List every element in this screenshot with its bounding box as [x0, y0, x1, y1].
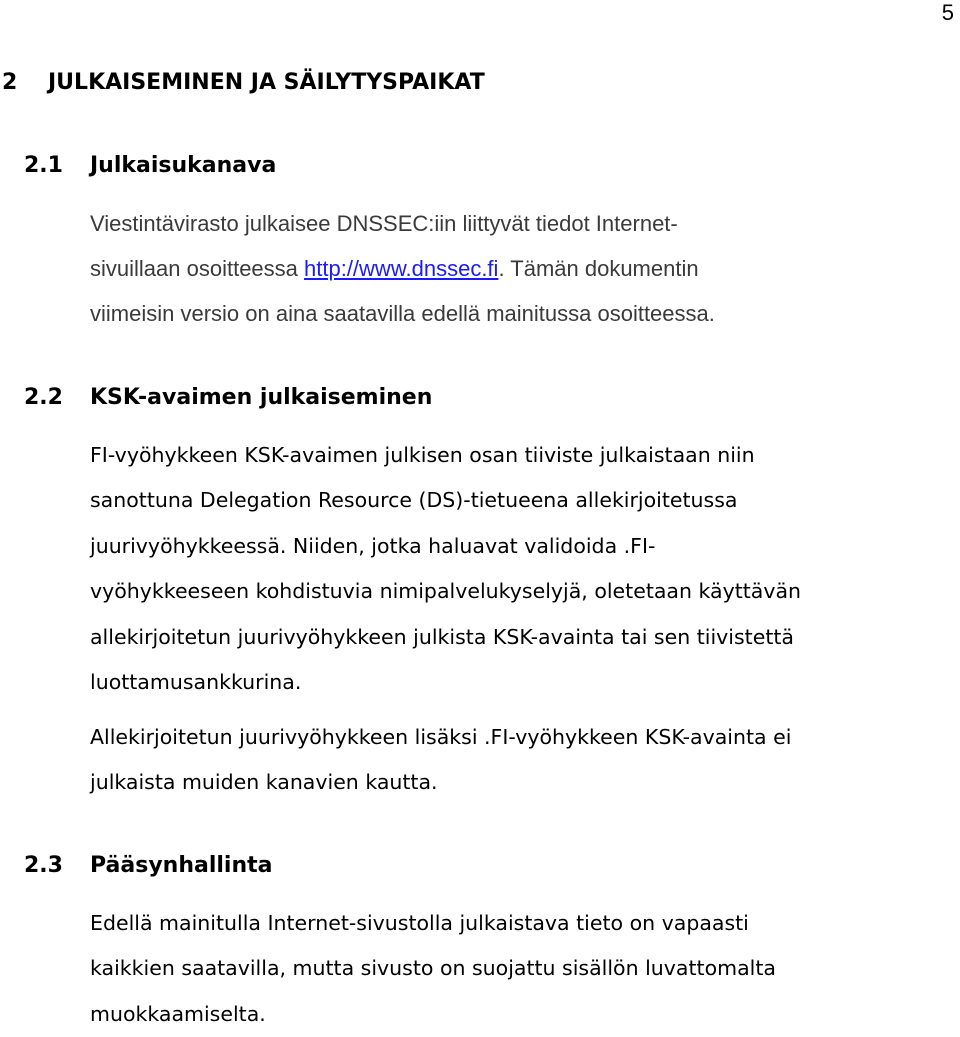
paragraph-line: muokkaamiselta.	[90, 1001, 266, 1026]
paragraph-line: vyöhykkeeseen kohdistuvia nimipalvelukyselyjä, oletetaan käyttävän	[90, 579, 802, 604]
section-title: Julkaisukanava	[90, 153, 277, 178]
section-title: KSK-avaimen julkaiseminen	[90, 385, 433, 410]
section-2-2-paragraph-1	[90, 433, 956, 705]
section-2-1-paragraph	[90, 201, 956, 336]
page-number: 5	[941, 0, 954, 25]
paragraph-line: FI-vyöhykkeen KSK-avaimen julkisen osan tiiviste julkaistaan niin	[90, 443, 755, 467]
paragraph-line: Allekirjoitetun juurivyöhykkeen lisäksi .FI-vyöhykkeen KSK-avainta ei	[90, 725, 792, 749]
section-number: 2.2	[24, 385, 63, 410]
section-2-2-paragraph-2	[90, 715, 956, 806]
section-heading-2-2	[24, 385, 432, 411]
paragraph-line: allekirjoitetun juurivyöhykkeen julkista KSK-avainta tai sen tiivistettä	[90, 624, 794, 649]
paragraph-text: sivuillaan osoitteessa	[90, 256, 305, 281]
section-heading-2-1	[24, 153, 276, 179]
chapter-title: JULKAISEMINEN JA SÄILYTYSPAIKAT	[48, 70, 485, 95]
paragraph-line: luottamusankkurina.	[90, 670, 302, 695]
section-2-3-paragraph	[90, 901, 956, 1037]
paragraph-line: Viestintävirasto julkaisee DNSSEC:iin liittyvät tiedot Internet-	[90, 211, 678, 236]
section-number: 2.3	[24, 853, 63, 878]
section-heading-2-3	[24, 853, 272, 879]
paragraph-text: . Tämän dokumentin	[498, 256, 699, 281]
paragraph-line: Edellä mainitulla Internet-sivustolla julkaistava tieto on vapaasti	[90, 911, 749, 935]
paragraph-line: kaikkien saatavilla, mutta sivusto on suojattu sisällön luvattomalta	[90, 956, 776, 981]
chapter-number: 2	[2, 70, 18, 95]
paragraph-line: julkaista muiden kanavien kautta.	[90, 770, 438, 795]
paragraph-line	[90, 246, 956, 291]
section-number: 2.1	[24, 153, 63, 178]
chapter-heading	[2, 70, 485, 96]
paragraph-line: viimeisin versio on aina saatavilla edellä mainitussa osoitteessa.	[90, 301, 715, 326]
dnssec-link[interactable]: http://www.dnssec.fi	[304, 256, 499, 281]
paragraph-line: juurivyöhykkeessä. Niiden, jotka haluavat validoida .FI-	[90, 533, 656, 558]
paragraph-line: sanottuna Delegation Resource (DS)-tietueena allekirjoitetussa	[90, 488, 738, 513]
section-title: Pääsynhallinta	[90, 853, 273, 878]
